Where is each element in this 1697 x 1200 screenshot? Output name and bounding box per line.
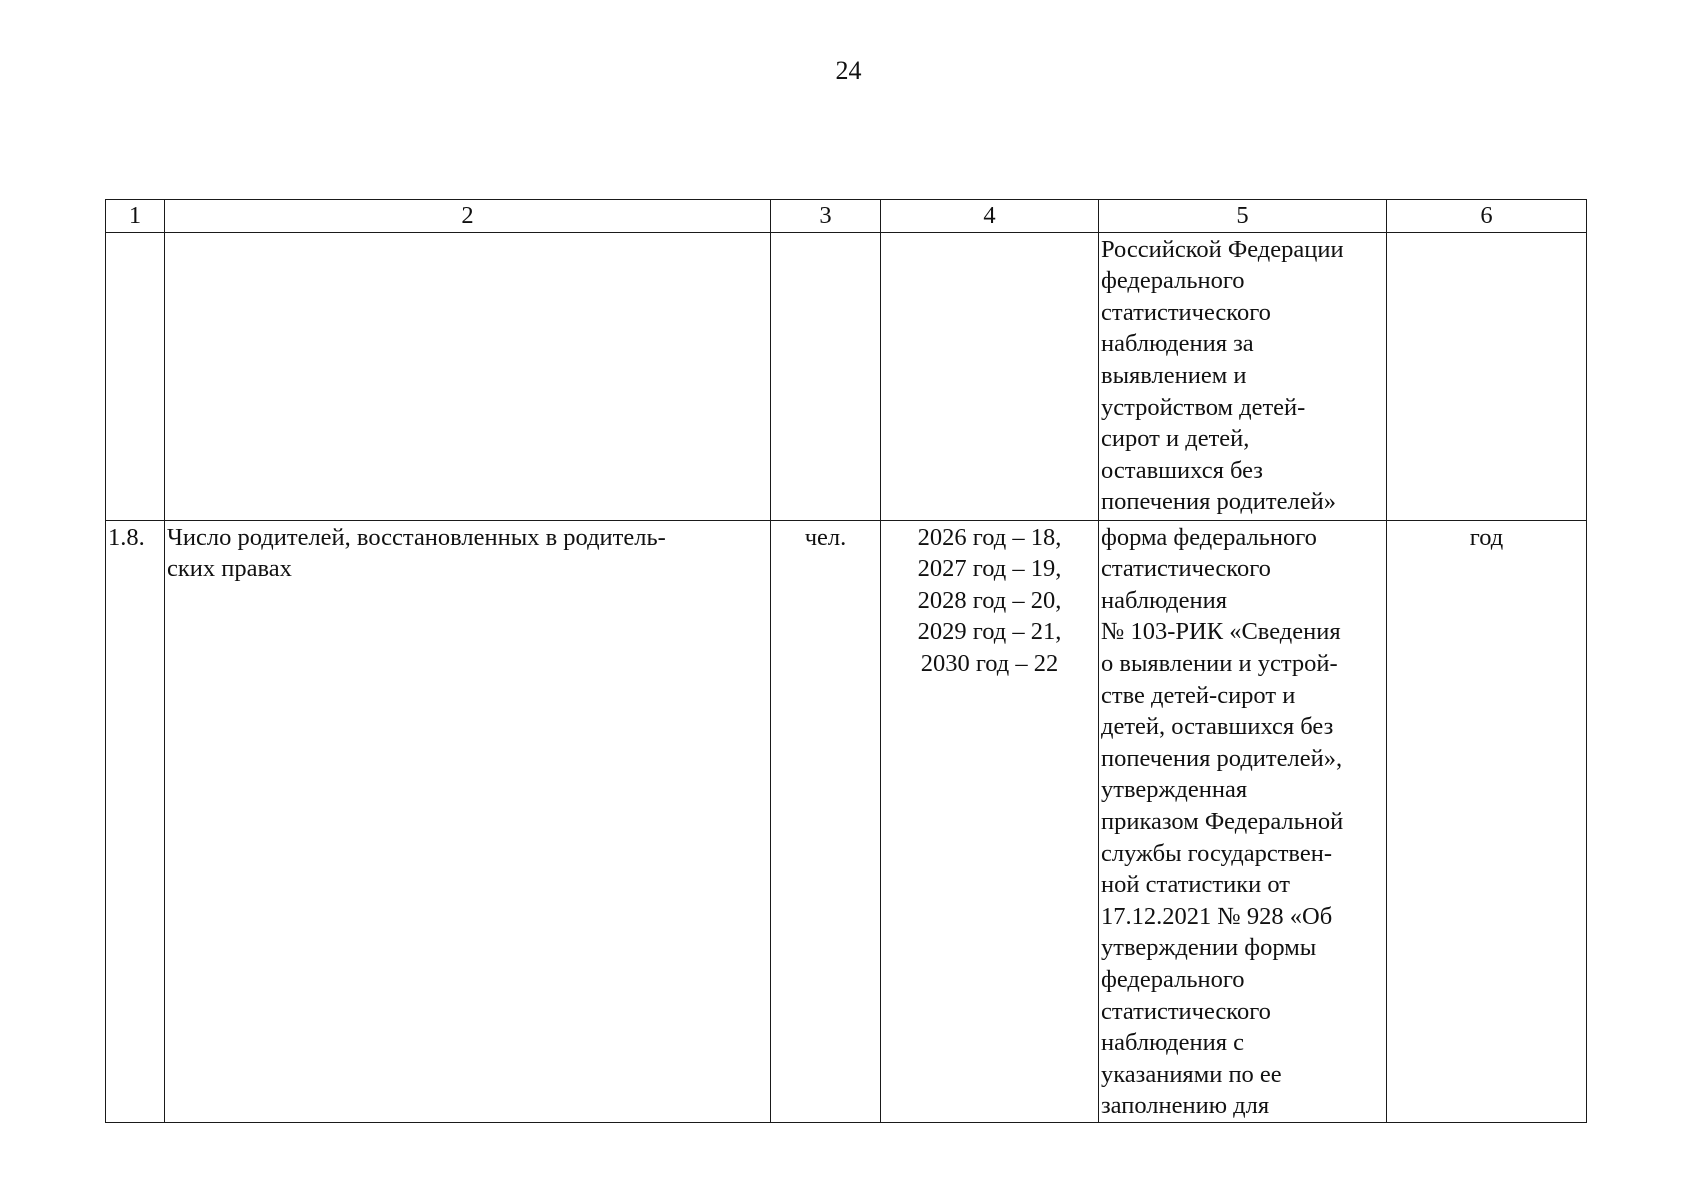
text-line: ной статистики от — [1101, 871, 1291, 899]
text-line: приказом Федеральной — [1101, 807, 1344, 835]
text-line: оставшихся без — [1101, 456, 1263, 484]
text-line: 17.12.2021 № 928 «Об — [1101, 902, 1333, 930]
text-line: 2026 год – 18, — [917, 523, 1062, 551]
cell-row-number: 1.8. — [106, 520, 165, 1122]
cell-period: год — [1387, 520, 1587, 1122]
text-line: попечения родителей» — [1101, 488, 1336, 516]
text-line: наблюдения — [1101, 586, 1227, 614]
indicators-table — [105, 199, 1587, 1123]
cell-empty — [106, 232, 165, 520]
text-line: форма федерального — [1101, 523, 1317, 551]
text-line: детей, оставшихся без — [1101, 713, 1334, 741]
table-row-1-8 — [106, 520, 1587, 1122]
column-header: 2 — [165, 200, 771, 233]
text-line: утверждении формы — [1101, 934, 1317, 962]
column-header: 5 — [1099, 200, 1387, 233]
cell-empty — [165, 232, 771, 520]
text-line: 2028 год – 20, — [917, 586, 1062, 614]
text-line: указаниями по ее — [1101, 1060, 1282, 1088]
text-line: федерального — [1101, 965, 1245, 993]
text-line: заполнению для — [1101, 1092, 1270, 1120]
text-line: наблюдения за — [1101, 330, 1254, 358]
cell-empty — [1387, 232, 1587, 520]
text-line: о выявлении и устрой- — [1101, 649, 1338, 677]
text-line: устройством детей- — [1101, 393, 1306, 421]
text-line: федерального — [1101, 267, 1245, 295]
column-header: 1 — [106, 200, 165, 233]
text-line: статистического — [1101, 555, 1271, 583]
text-line: 2027 год – 19, — [917, 555, 1062, 583]
page-number: 24 — [835, 56, 862, 85]
cell-data-source — [1099, 520, 1387, 1122]
text-line: Число родителей, восстановленных в родитель- — [167, 523, 666, 551]
text-line: сирот и детей, — [1101, 425, 1250, 453]
cell-source-continuation — [1099, 232, 1387, 520]
text-line: службы государствен- — [1101, 839, 1332, 867]
text-line: 2030 год – 22 — [920, 649, 1059, 677]
text-line: статистического — [1101, 997, 1271, 1025]
text-line: попечения родителей», — [1101, 744, 1343, 772]
cell-unit: чел. — [771, 520, 881, 1122]
column-header: 3 — [771, 200, 881, 233]
cell-indicator-name — [165, 520, 771, 1122]
text-line: ских правах — [167, 555, 292, 583]
text-line: 2029 год – 21, — [917, 618, 1062, 646]
text-line: стве детей-сирот и — [1101, 681, 1296, 709]
column-header: 4 — [881, 200, 1099, 233]
text-line: выявлением и — [1101, 361, 1247, 389]
column-header: 6 — [1387, 200, 1587, 233]
text-line: наблюдения с — [1101, 1029, 1244, 1057]
cell-empty — [771, 232, 881, 520]
table-row-continuation — [106, 232, 1587, 520]
table-header-row — [106, 200, 1587, 233]
text-line: № 103-РИК «Сведения — [1101, 618, 1341, 646]
text-line: Российской Федерации — [1101, 235, 1344, 263]
text-line: утвержденная — [1101, 776, 1248, 804]
text-line: статистического — [1101, 298, 1271, 326]
cell-empty — [881, 232, 1099, 520]
cell-target-values — [881, 520, 1099, 1122]
